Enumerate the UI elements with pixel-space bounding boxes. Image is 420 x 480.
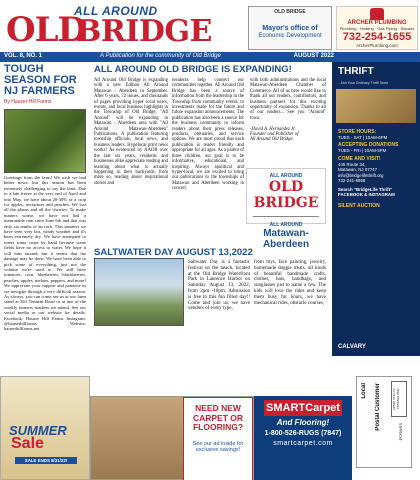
archer-ad-name: ARCHER PLUMBING [347,20,407,26]
carpet-sub: See our ad inside for exclusive savings! [192,440,244,453]
main-col-3-text: with both administrations and the local Matawan-Aberdeen Chamber of Commerce. All of us here would like to thank all our readers, contributors, and business partners for this exciting opportunity of expansion. Thanks to all of our readers... See you "Around" town. [250,78,326,121]
mayor-ad-line1: Mayor's office of [262,25,318,32]
masthead [0,0,420,60]
logo1-old-bridge: OLD BRIDGE [253,179,319,211]
archer-ad-services: Plumbing · Heating · Gas Piping · Repairs [339,26,415,31]
logo2-all-around: ALL AROUND [269,222,303,228]
logo2-matawan-aberdeen: Matawan-Aberdeen [262,228,310,250]
farm-byline: By Hauser Hill Farms [4,99,52,105]
calvary-logo: CALVARY [338,344,366,350]
and-flooring: And Flooring! [276,418,330,427]
mayor-office-ad[interactable] [248,6,332,50]
postal-indicia [356,376,412,468]
archer-ad-phone: 732-254-1655 [342,31,412,43]
main-col-3 [250,78,326,143]
truck-icon [370,8,384,20]
silent-auction-heading: SILENT AUCTION [338,203,380,210]
facebook-callout: Search "BridgeLife Thrift" FACEBOOK & INSTAGRAM [338,187,395,198]
postal-local: Local [361,383,367,399]
thrift-sub: ...Not Your Ordinary Thrift Store [338,81,389,85]
address-line2: Matawan, NJ 07747 [338,167,378,173]
masthead-old: OLD [6,10,87,50]
main-headline: ALL AROUND OLD BRIDGE IS EXPANDING! [94,64,292,75]
farm-headline: TOUGH SEASON FOR NJ FARMERS [4,63,77,97]
mayor-ad-line2: Economic Development [258,33,322,39]
main-col-1: All Around Old Bridge is expanding with a new Edition All Around Matawan - Aberdeen in September. After 6 years, 72 issues, and thousands of pages providing hyper local news, events, and local business highlights in the Township of Old Bridge, "All Around" will be expanding in Matawan - Aberdeen area with "All Around Matawan-Aberdeen" Publications. A publication featuring township officials, local news, and business leaders. Hypelocal print news works! As evidenced by AAOB over the last six years, residents and businesses alike appreciate reading and learning about what is actually happening in their backyards, from more so, reading about inspirational stories and [94,78,168,186]
signature-name: -David A. Hernandez Jr. [250,126,296,132]
carpet-callout [183,397,253,480]
smart-phone: 1-800-526-RUGS (7847) [264,430,342,437]
visit-heading: COME AND VISIT! [338,155,381,162]
smart-carpet-logo: SMARTCarpet [264,400,342,416]
saltwater-headline: SALTWATER DAY AUGUST 13,2022 [94,247,253,258]
flooring-ad-photo[interactable] [90,396,254,480]
summer-sale-ad[interactable] [0,376,90,480]
carpet-headline: NEED NEW CARPET OR FLOORING? [192,403,244,432]
thrift-logo: THRIFT [338,66,374,77]
sale-word: Sale [11,435,44,452]
postal-customer: Postal Customer [375,383,381,431]
address-line1: 445 Route 34, [338,161,366,167]
logo-divider [253,216,319,217]
masthead-bridge: BRIDGE [76,14,212,49]
saltwater-col-1: Saltwater Day is a fantastic festival on the beach, located at the Old Bridge Waterfront Park in Laurence Harbor on Saturday August 13, 2022, from 2pm -10pm. Admission is free to this fun filled day!! Come and join us; we have vendors of every type, [188,260,250,312]
donations-heading: ACCEPTING DONATIONS [338,142,399,149]
summer-word: SUMMER [9,423,67,438]
signature-title: Founder and Publisher of [250,132,299,138]
mayor-ad-top: OLD BRIDGE [274,9,306,15]
postage-stamp: PRSRT STD U.S. POSTAGE PAID [391,381,407,417]
saltwater-col-2: from toys, face painting, jewelry, homemade doggie treats, all kinds of beautiful handmade crafts, clothes, hats, handbags, and sunglasses just to name a few. The kids will love the rides and keep them busy for hours, we have mechanical rides, obstacle courses, [254,260,326,306]
thrift-email[interactable]: info@bridgelifethrift.org [338,172,384,178]
farm-article [0,64,90,376]
masthead-all-around: ALL AROUND [74,4,158,18]
saltwater-photo [94,258,184,326]
thrift-sidebar [332,62,420,356]
all-around-logos-box [246,168,326,250]
tagline: A Publication for the community of Old Bridge [100,53,221,59]
donations-hours: TUES - FRI | 10AM-5PM [338,148,387,154]
archer-ad-web: ArcherPlumbing.com [356,43,398,48]
smart-carpet-ad[interactable] [254,396,352,480]
ecrwss-label: ECRWSS [398,423,403,441]
volume-label: VOL. 8, NO. 1 [4,53,43,59]
logo1-all-around: ALL AROUND [269,173,303,179]
thrift-store-photo [336,89,416,123]
store-hours-heading: STORE HOURS: [338,129,377,135]
signature-pub: All Around Old Bridge. [250,137,294,143]
smart-web: smartcarpet.com [273,440,333,447]
main-col-2: residents help connect our communities together. All Around Old Bridge has been a source of information from the leadership in the Township from community events, to investments made for the future and future expansion announcements. The publication has also been a source for the business community to inform readers about their press releases, products, obituaries, and service options. We are most proud that each publication is reader friendly and appropriate for all ages. As a parent of three children, our goal is to be informative, educational, and inspiring. Always apolitical and hyper-local, we are excited to bring our publications to the townships of Matawan and Aberdeen working in concert [172,78,244,192]
issue-date: AUGUST 2022 [293,53,334,59]
farm-body: Greetings from the farm! We wish we had better news, but this season has been extremely challenging to say the least. Due to a late freeze at the very end of April and into May, we have about 20-30% of a crop for apples, nectarines and peaches. We lost all the plums and all the cherries. To make matters worse, we have not had a measurable rain since June 6th and that was only six tenths of an inch. This summer we have seen very hot, windy weather and it's been extremely dry. We have attempted to water some crops by hand because some fields have no access to water. We hope it will turn around, but it seems that the damage may be done. We have been able to pick some of everything, just not the volume we're used to. We still have tomatoes, corn, blueberries, blackberries, peaches, apples, melons, peppers, and more! We appreciate your support and patience as we navigate through a very difficult season. As always, you can come see us at our farm stand at 361 Tennent Road or at one of the weekly farmers markets we attend. See our social media or our website for details. Facebook: Hauser Hill Farms Instagram: @hauserhillfarms Website: hauserhillfarms.net [4,175,86,332]
thrift-phone: 732-241-6868 [338,178,366,184]
archer-plumbing-ad[interactable] [336,6,418,50]
store-hours: TUES - SAT | 10AM-6PM [338,135,388,140]
sale-ends-badge: SALE ENDS 8/31/22! [15,457,77,464]
info-bar [0,52,420,62]
farm-photo [4,109,86,173]
